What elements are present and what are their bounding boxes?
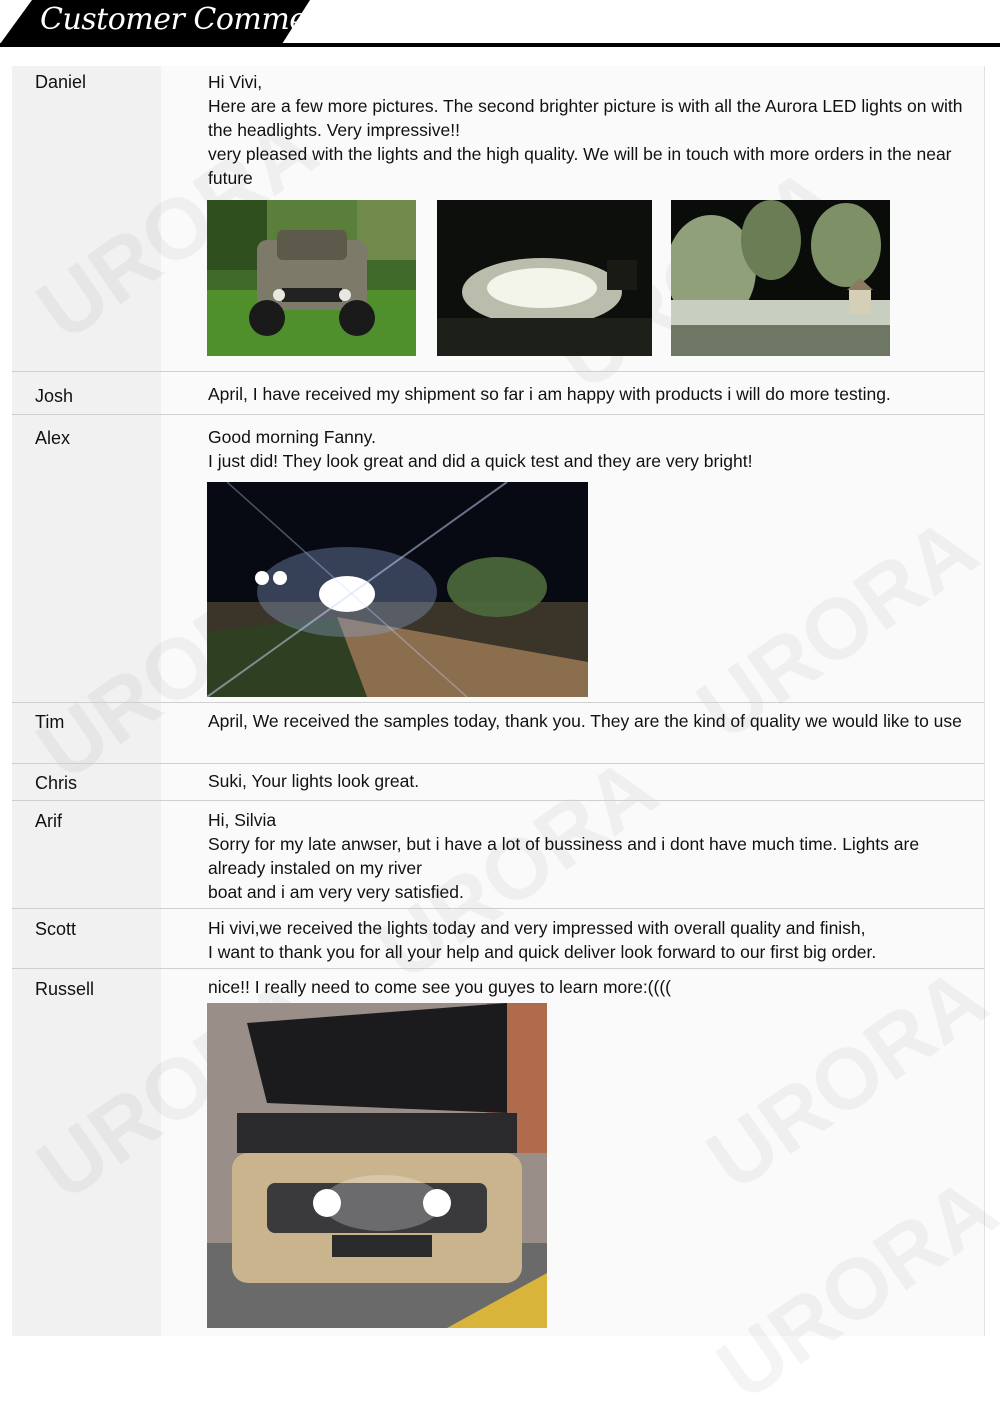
row-divider [12, 702, 984, 703]
atv-photo [207, 200, 416, 356]
comment-line: nice!! I really need to come see you guyes to learn more:(((( [208, 977, 671, 997]
comment-line: boat and i am very very satisfied. [208, 882, 464, 902]
comment-line: very pleased with the lights and the high quality. We will be in touch with more orders in the near future [208, 144, 952, 188]
row-divider [12, 908, 984, 909]
comment-line: Sorry for my late anwser, but i have a lot of bussiness and i dont have much time. Lights are already instaled on my river [208, 834, 920, 878]
customer-name: Scott [35, 919, 77, 939]
row-divider [12, 414, 984, 415]
page-title: Customer Comments [40, 2, 352, 37]
customer-name: Tim [35, 712, 65, 732]
comment-line: Here are a few more pictures. The second brighter picture is with all the Aurora LED lights on with the headlights. Very impressive!! [208, 96, 963, 140]
night-road-photo [437, 200, 652, 356]
comment-text [208, 425, 968, 473]
night-trail-photo [207, 482, 588, 697]
comment-line: I want to thank you for all your help and quick deliver look forward to our first big order. [208, 942, 877, 962]
suv-photo [207, 1003, 547, 1328]
comment-text [208, 769, 968, 793]
comment-text [208, 975, 968, 999]
comment-line: Hi, Silvia [208, 810, 277, 830]
customer-name: Arif [35, 811, 62, 831]
comment-line: April, We received the samples today, thank you. They are the kind of quality we would like to use [208, 711, 962, 731]
comment-line: I just did! They look great and did a quick test and they are very bright! [208, 451, 753, 471]
name-column [12, 66, 161, 1336]
comment-text [208, 382, 968, 406]
row-divider [12, 968, 984, 969]
row-divider [12, 371, 984, 372]
customer-name: Russell [35, 979, 95, 999]
customer-name: Alex [35, 428, 71, 448]
header-rule [0, 43, 1000, 47]
night-trees-photo [671, 200, 890, 356]
customer-name: Chris [35, 773, 78, 793]
comment-text [208, 70, 968, 190]
comment-line: Hi vivi,we received the lights today and very impressed with overall quality and finish, [208, 918, 866, 938]
comment-text [208, 709, 968, 733]
comment-text [208, 916, 968, 964]
row-divider [12, 800, 984, 801]
comment-line: April, I have received my shipment so far i am happy with products i will do more testing. [208, 384, 891, 404]
comment-line: Suki, Your lights look great. [208, 771, 420, 791]
section-header [0, 0, 1000, 48]
comment-line: Good morning Fanny. [208, 427, 376, 447]
customer-name: Josh [35, 386, 74, 406]
row-divider [12, 763, 984, 764]
customer-name: Daniel [35, 72, 87, 92]
comment-line: Hi Vivi, [208, 72, 263, 92]
comment-text [208, 808, 968, 904]
